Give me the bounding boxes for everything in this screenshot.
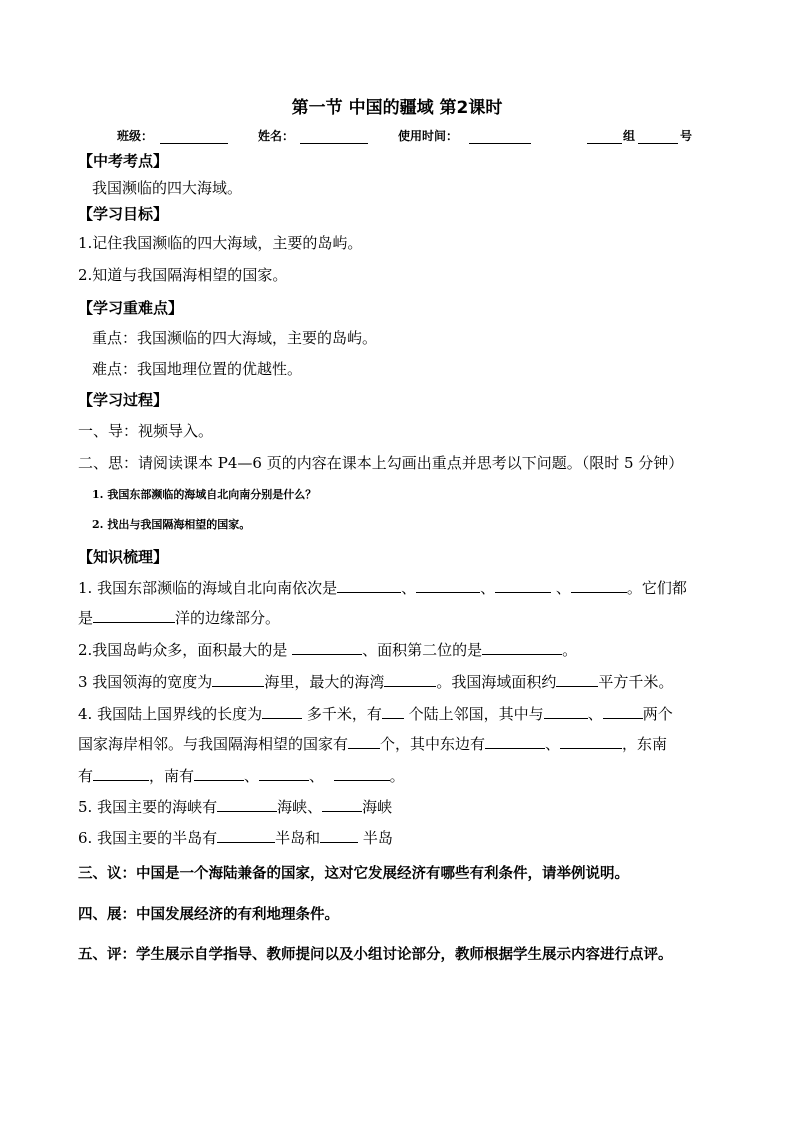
time-blank[interactable] xyxy=(469,129,531,144)
fill-blank[interactable] xyxy=(482,640,562,655)
step-3: 三、议：中国是一个海陆兼备的国家，这对它发展经济有哪些有利条件，请举例说明。 xyxy=(78,866,629,882)
name-blank[interactable] xyxy=(300,129,368,144)
class-blank[interactable] xyxy=(160,129,228,144)
knowledge-item-1-cont: 是 洋的边缘部分。 xyxy=(78,609,281,627)
knowledge-item-4-cont: 国家海岸相邻。与我国隔海相望的国家有 个，其中东边有 、 ，东南 xyxy=(78,735,668,753)
fill-blank[interactable] xyxy=(194,766,244,781)
knowledge-item-4: 4. 我国陆上国界线的长度为 多千米，有 个陆上邻国，其中与 、 两个 xyxy=(78,705,673,723)
fill-blank[interactable] xyxy=(485,734,545,749)
page-title: 第一节 中国的疆域 第2课时 xyxy=(291,98,503,118)
knowledge-heading: 【知识梳理】 xyxy=(78,548,169,566)
question-1: 1. 我国东部濒临的海域自北向南分别是什么？ xyxy=(92,488,317,501)
knowledge-item-6: 6. 我国主要的半岛有 半岛和 半岛 xyxy=(78,829,393,847)
fill-blank[interactable] xyxy=(217,828,275,843)
fill-blank[interactable] xyxy=(603,704,643,719)
key-point: 重点：我国濒临的四大海域，主要的岛屿。 xyxy=(92,329,378,347)
goal-item-1: 1.记住我国濒临的四大海域，主要的岛屿。 xyxy=(78,234,363,252)
process-heading: 【学习过程】 xyxy=(78,391,169,409)
fill-blank[interactable] xyxy=(384,672,436,687)
step-5: 五、评：学生展示自学指导、教师提问以及小组讨论部分，教师根据学生展示内容进行点评。 xyxy=(78,947,673,963)
group-blank[interactable] xyxy=(587,129,622,144)
step-2: 二、思：请阅读课本 P4—6 页的内容在课本上勾画出重点并思考以下问题。（限时 5 分钟） xyxy=(78,454,684,472)
fill-blank[interactable] xyxy=(93,766,149,781)
step-1: 一、导：视频导入。 xyxy=(78,422,214,440)
step-4: 四、展：中国发展经济的有利地理条件。 xyxy=(78,907,339,923)
number-blank[interactable] xyxy=(638,129,678,144)
fill-blank[interactable] xyxy=(322,797,362,812)
knowledge-item-3: 3 我国领海的宽度为 海里，最大的海湾 。我国海域面积约 平方千米。 xyxy=(78,673,674,691)
fill-blank[interactable] xyxy=(571,578,627,593)
fill-blank[interactable] xyxy=(544,704,588,719)
difficult-point: 难点：我国地理位置的优越性。 xyxy=(92,360,303,378)
fill-blank[interactable] xyxy=(495,578,551,593)
time-label: 使用时间： xyxy=(398,129,459,143)
class-label: 班级： xyxy=(117,129,154,143)
group-label: 组 xyxy=(623,129,636,143)
fill-blank[interactable] xyxy=(416,578,480,593)
fill-blank[interactable] xyxy=(93,608,175,623)
fill-blank[interactable] xyxy=(259,766,309,781)
exam-points-text: 我国濒临的四大海域。 xyxy=(92,179,243,197)
question-2: 2. 找出与我国隔海相望的国家。 xyxy=(92,518,251,531)
fill-blank[interactable] xyxy=(560,734,622,749)
key-heading: 【学习重难点】 xyxy=(78,299,184,317)
knowledge-item-4-cont2: 有 ，南有 、 、 。 xyxy=(78,767,405,785)
fill-blank[interactable] xyxy=(337,578,401,593)
number-label: 号 xyxy=(680,129,693,143)
fill-blank[interactable] xyxy=(292,640,362,655)
fill-blank[interactable] xyxy=(320,828,358,843)
fill-blank[interactable] xyxy=(212,672,264,687)
goals-heading: 【学习目标】 xyxy=(78,205,169,223)
fill-blank[interactable] xyxy=(334,766,390,781)
fill-blank[interactable] xyxy=(348,734,380,749)
fill-blank[interactable] xyxy=(556,672,598,687)
name-label: 姓名： xyxy=(258,129,295,143)
fill-blank[interactable] xyxy=(382,704,404,719)
knowledge-item-5: 5. 我国主要的海峡有 海峡、 海峡 xyxy=(78,798,393,816)
exam-points-heading: 【中考考点】 xyxy=(78,152,169,170)
fill-blank[interactable] xyxy=(262,704,302,719)
knowledge-item-2: 2.我国岛屿众多，面积最大的是 、面积第二位的是 。 xyxy=(78,641,578,659)
fill-blank[interactable] xyxy=(217,797,277,812)
goal-item-2: 2.知道与我国隔海相望的国家。 xyxy=(78,266,288,284)
knowledge-item-1: 1. 我国东部濒临的海域自北向南依次是 、 、 、 。它们都 xyxy=(78,579,687,597)
